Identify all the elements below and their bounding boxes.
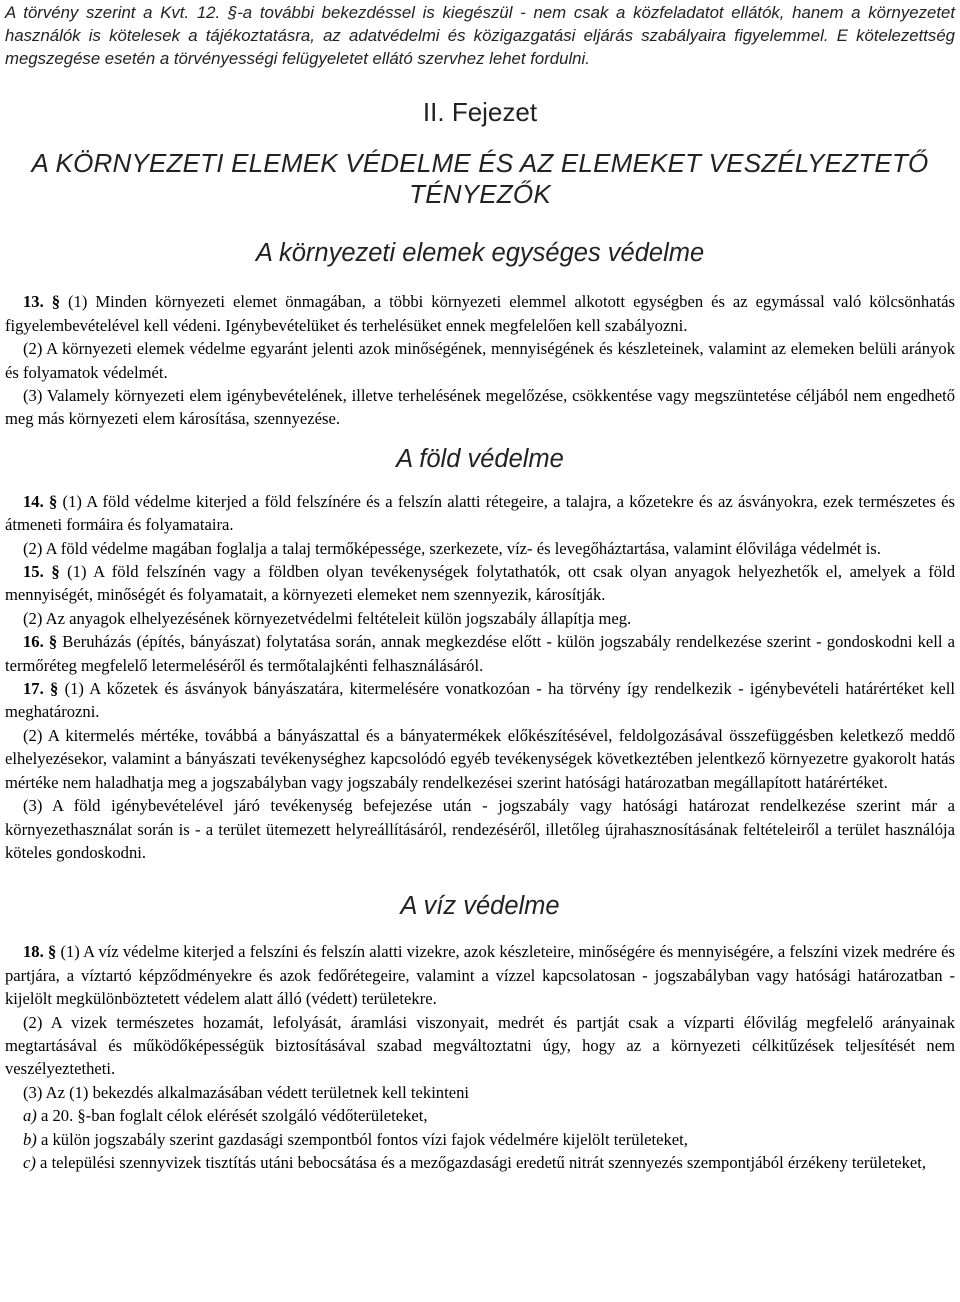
paragraph-17-1	[5, 677, 955, 724]
list-item-text: a települési szennyvizek tisztítás utáni bebocsátása és a mezőgazdasági eredetű nitrát szennyezés szempontjából érzékeny területeket,	[35, 1152, 927, 1172]
paragraph-17-3: (3) A föld igénybevételével járó tevékenység befejezése után - jogszabály vagy hatósági határozat rendelkezése szerint már a környezethasználat során is - a terület ütemezett helyreállításáról, rendezéséről, illetőleg újrahasznosításának feltételeiről a terület használója köteles gondoskodni.	[5, 796, 955, 862]
paragraph-text: (1) A föld védelme kiterjed a föld felszínére és a felszín alatti rétegeire, a talajra, a kőzetekre és az ásványokra, ezek természetes és átmeneti formáira és folyamataira.	[5, 491, 955, 535]
paragraph-14-1	[5, 490, 955, 537]
intro-note: A törvény szerint a Kvt. 12. §-a további bekezdéssel is kiegészül - nem csak a közfeladatot ellátók, hanem a környezetet használók is kötelesek a tájékoztatásra, az adatvédelmi és közigazgatási eljárás szabályaira figyelemmel. E kötelezettség megszegése esetén a törvényességi felügyeletet ellátó szervhez lehet fordulni.	[5, 3, 955, 68]
section-title-earth: A föld védelme	[396, 444, 564, 473]
section-title-water: A víz védelme	[400, 892, 560, 921]
section-mark: §	[49, 491, 58, 511]
article-number: 14.	[23, 491, 44, 511]
paragraph-text: (1) A kőzetek és ásványok bányászatára, kitermelésére vonatkozóan - ha törvény így rendelkezik - igénybevételi határértéket kell meghatározni.	[5, 679, 955, 722]
article-number: 13.	[23, 292, 44, 312]
paragraph-16	[5, 630, 955, 677]
list-item-a	[5, 1104, 955, 1127]
paragraph-18-1	[5, 940, 955, 1010]
paragraph-18-3: (3) Az (1) bekezdés alkalmazásában védett területnek kell tekinteni	[23, 1082, 469, 1102]
list-letter: b)	[23, 1129, 37, 1149]
article-number: 17.	[23, 679, 44, 699]
paragraph-text: (1) Minden környezeti elemet önmagában, a többi környezeti elemmel alkotott egységben és az egymással való kölcsönhatás figyelembevételével kell védeni. Igénybevételüket és terhelésüket ennek megfelelően kell szabályozni.	[5, 292, 956, 335]
section-mark: §	[51, 292, 61, 312]
list-item-b	[5, 1128, 955, 1151]
section-mark: §	[51, 562, 60, 582]
paragraph-13-3: (3) Valamely környezeti elem igénybevételének, illetve terhelésének megelőzése, csökkentése vagy megszüntetése céljából nem engedhető meg más környezeti elem károsítása, szennyezése.	[5, 386, 955, 429]
section-mark: §	[47, 942, 57, 962]
paragraph-14-2: (2) A föld védelme magában foglalja a talaj termőképessége, szerkezete, víz- és levegőháztartása, valamint élővilága védelmét is.	[23, 538, 881, 558]
paragraph-17-2: (2) A kitermelés mértéke, továbbá a bányászattal és a bányatermékek előkészítésével, feldolgozásával összefüggésben keletkező meddő elhelyezésekor, valamint a bányászati tevékenységhez kapcsolódó egyéb tevékenységek következtében jelentkező környezetre gyakorolt hatás mértéke nem haladhatja meg a jogszabályban vagy jogszabály rendelkezései szerint hatósági határozatban megállapított határértéket.	[5, 725, 955, 792]
section-mark: §	[48, 632, 58, 652]
list-item-text: a külön jogszabály szerint gazdasági szempontból fontos vízi fajok védelmére kijelölt területeket,	[36, 1129, 688, 1149]
paragraph-text: Beruházás (építés, bányászat) folytatása során, annak megkezdése előtt - külön jogszabály rendelkezése szerint - gondoskodni kell a termőréteg megfelelő letermeléséről és termőtalajkénti felhasználásáról.	[5, 632, 955, 675]
list-letter: c)	[23, 1152, 36, 1172]
paragraph-13-2: (2) A környezeti elemek védelme egyaránt jelenti azok minőségének, mennyiségének és készleteinek, valamint az elemeken belüli arányok és folyamatok védelmét.	[5, 339, 955, 382]
chapter-title: II. Fejezet	[422, 97, 538, 128]
paragraph-text: (1) A víz védelme kiterjed a felszíni és felszín alatti vizekre, azok készleteire, minőségére és mennyiségére, a felszíni vizek medrére és partjára, a víztartó képződményekre és azok fedőrétegeire, valamint a vízzel kapcsolatosan - jogszabályban vagy hatósági határozatban - kijelölt megkülönböztetett védelem alatt álló (védett) területekre.	[5, 942, 956, 1009]
list-letter: a)	[23, 1106, 37, 1126]
paragraph-15-2: (2) Az anyagok elhelyezésének környezetvédelmi feltételeit külön jogszabály állapítja meg.	[23, 608, 632, 628]
section-mark: §	[50, 679, 59, 699]
article-number: 15.	[23, 562, 44, 582]
section-title-elements: A környezeti elemek egységes védelme	[255, 239, 705, 268]
list-item-text: a 20. §-ban foglalt célok elérését szolgáló védőterületeket,	[36, 1106, 428, 1126]
article-number: 18.	[23, 942, 44, 962]
article-number: 16.	[23, 632, 44, 652]
list-item-c	[5, 1151, 955, 1174]
paragraph-13-1	[5, 290, 955, 337]
chapter-subtitle: A KÖRNYEZETI ELEMEK VÉDELME ÉS AZ ELEMEKET VESZÉLYEZTETŐ TÉNYEZŐK	[31, 148, 929, 210]
document-page	[0, 2, 960, 1302]
paragraph-18-2: (2) A vizek természetes hozamát, lefolyását, áramlási viszonyait, medrét és partját csak a vízparti élővilág megfelelő arányainak megtartásával és működőképességük biztosításával szabad megváltoztatni úgy, hogy az a környezeti célkitűzések teljesítését nem veszélyeztetheti.	[5, 1012, 955, 1079]
paragraph-15-1	[5, 560, 955, 607]
paragraph-text: (1) A föld felszínén vagy a földben olyan tevékenységek folytathatók, ott csak olyan anyagok helyezhetők el, amelyek a föld mennyiségét, minőségét és folyamatait, a környezeti elemeket nem szennyezik, károsítják.	[5, 562, 956, 605]
